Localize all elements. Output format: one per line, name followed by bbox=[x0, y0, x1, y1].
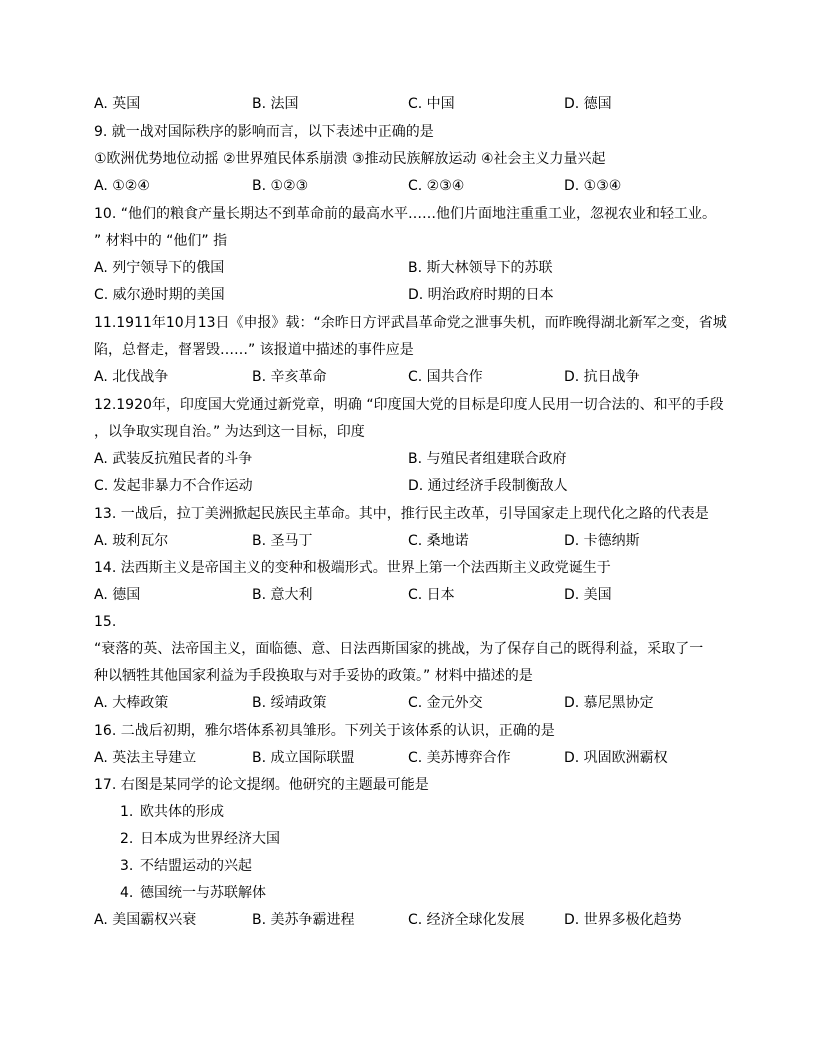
q17-outline-text: 欧共体的形成 bbox=[140, 804, 224, 820]
q17-outline-number: 2. bbox=[120, 831, 134, 847]
q16-option-d[interactable]: D. 巩固欧洲霸权 bbox=[564, 750, 668, 766]
q17-option-b[interactable]: B. 美苏争霸进程 bbox=[252, 912, 355, 928]
q14-option-c[interactable]: C. 日本 bbox=[408, 587, 455, 603]
q17-outline-item bbox=[120, 802, 224, 822]
q13-options bbox=[94, 531, 726, 551]
q9-option-b[interactable]: B. ①②③ bbox=[252, 178, 309, 194]
q10-option-b[interactable]: B. 斯大林领导下的苏联 bbox=[408, 260, 553, 276]
q10-stem-line1: 10. “他们的粮食产量长期达不到革命前的最高水平……他们片面地注重重工业，忽视农业和轻工业。 bbox=[94, 206, 716, 222]
q12-option-d[interactable]: D. 通过经济手段制衡敌人 bbox=[408, 478, 568, 494]
q9-option-a[interactable]: A. ①②④ bbox=[94, 178, 150, 194]
q15-option-b[interactable]: B. 绥靖政策 bbox=[252, 695, 327, 711]
q11-option-c[interactable]: C. 国共合作 bbox=[408, 369, 483, 385]
q16-option-b[interactable]: B. 成立国际联盟 bbox=[252, 750, 355, 766]
q12-option-a[interactable]: A. 武装反抗殖民者的斗争 bbox=[94, 451, 253, 467]
q11-option-d[interactable]: D. 抗日战争 bbox=[564, 369, 640, 385]
q12-stem-line2: ，以争取实现自治。” 为达到这一目标，印度 bbox=[94, 424, 365, 440]
q11-stem-line1: 11.1911年10月13日《申报》载：“余昨日方评武昌革命党之泄事失机，而昨晚得湖北新军之变，省城 bbox=[94, 315, 727, 331]
q11-options bbox=[94, 367, 726, 387]
q17-outline-number: 4. bbox=[120, 885, 134, 901]
q11-stem-line2: 陷，总督走，督署毁……” 该报道中描述的事件应是 bbox=[94, 342, 414, 358]
q9-option-c[interactable]: C. ②③④ bbox=[408, 178, 465, 194]
q17-outline-text: 德国统一与苏联解体 bbox=[140, 885, 266, 901]
q14-option-a[interactable]: A. 德国 bbox=[94, 587, 141, 603]
q9-stem: 9. 就一战对国际秩序的影响而言，以下表述中正确的是 bbox=[94, 124, 434, 140]
q17-stem: 17. 右图是某同学的论文提纲。他研究的主题最可能是 bbox=[94, 777, 429, 793]
q15-option-c[interactable]: C. 金元外交 bbox=[408, 695, 483, 711]
q10-option-d[interactable]: D. 明治政府时期的日本 bbox=[408, 287, 554, 303]
q17-outline-number: 3. bbox=[120, 858, 134, 874]
q9-option-d[interactable]: D. ①③④ bbox=[564, 178, 622, 194]
q16-options bbox=[94, 748, 726, 768]
q12-options-row1 bbox=[94, 449, 726, 469]
q8-option-b[interactable]: B. 法国 bbox=[252, 96, 299, 112]
q14-option-d[interactable]: D. 美国 bbox=[564, 587, 612, 603]
q10-stem-line2: ” 材料中的 “他们” 指 bbox=[94, 233, 228, 249]
q16-option-c[interactable]: C. 美苏博弈合作 bbox=[408, 750, 511, 766]
q15-stem-line1: “衰落的英、法帝国主义，面临德、意、日法西斯国家的挑战，为了保存自己的既得利益，采取了一 bbox=[94, 641, 704, 657]
q15-options bbox=[94, 693, 726, 713]
q8-option-d[interactable]: D. 德国 bbox=[564, 96, 612, 112]
q10-options-row1 bbox=[94, 258, 726, 278]
q16-option-a[interactable]: A. 英法主导建立 bbox=[94, 750, 197, 766]
q13-option-d[interactable]: D. 卡德纳斯 bbox=[564, 533, 640, 549]
q13-option-b[interactable]: B. 圣马丁 bbox=[252, 533, 313, 549]
q17-outline-text: 日本成为世界经济大国 bbox=[140, 831, 280, 847]
q17-outline-number: 1. bbox=[120, 804, 134, 820]
q12-stem-line1: 12.1920年，印度国大党通过新党章，明确 “印度国大党的目标是印度人民用一切合法的、和平的手段 bbox=[94, 397, 724, 413]
q13-option-a[interactable]: A. 玻利瓦尔 bbox=[94, 533, 169, 549]
q17-options bbox=[94, 910, 726, 930]
q15-stem-line2: 种以牺牲其他国家利益为手段换取与对手妥协的政策。” 材料中描述的是 bbox=[94, 668, 533, 684]
q8-options bbox=[94, 94, 726, 114]
q17-option-d[interactable]: D. 世界多极化趋势 bbox=[564, 912, 682, 928]
q10-option-a[interactable]: A. 列宁领导下的俄国 bbox=[94, 260, 225, 276]
q11-option-a[interactable]: A. 北伐战争 bbox=[94, 369, 169, 385]
q13-stem: 13. 一战后，拉丁美洲掀起民族民主革命。其中，推行民主改革，引导国家走上现代化之路的代表是 bbox=[94, 506, 709, 522]
q14-options bbox=[94, 585, 726, 605]
q14-stem: 14. 法西斯主义是帝国主义的变种和极端形式。世界上第一个法西斯主义政党诞生于 bbox=[94, 560, 611, 576]
q9-items: ①欧洲优势地位动摇 ②世界殖民体系崩溃 ③推动民族解放运动 ④社会主义力量兴起 bbox=[94, 151, 606, 167]
q17-option-a[interactable]: A. 美国霸权兴衰 bbox=[94, 912, 197, 928]
q10-option-c[interactable]: C. 威尔逊时期的美国 bbox=[94, 287, 225, 303]
q17-option-c[interactable]: C. 经济全球化发展 bbox=[408, 912, 525, 928]
q8-option-c[interactable]: C. 中国 bbox=[408, 96, 455, 112]
q12-option-b[interactable]: B. 与殖民者组建联合政府 bbox=[408, 451, 567, 467]
q9-options bbox=[94, 176, 726, 196]
q10-options-row2 bbox=[94, 285, 726, 305]
q15-option-d[interactable]: D. 慕尼黑协定 bbox=[564, 695, 654, 711]
q17-outline-item bbox=[120, 829, 280, 849]
q11-option-b[interactable]: B. 辛亥革命 bbox=[252, 369, 327, 385]
q17-outline-text: 不结盟运动的兴起 bbox=[140, 858, 252, 874]
q15-option-a[interactable]: A. 大棒政策 bbox=[94, 695, 169, 711]
q16-stem: 16. 二战后初期，雅尔塔体系初具雏形。下列关于该体系的认识，正确的是 bbox=[94, 723, 555, 739]
q8-option-a[interactable]: A. 英国 bbox=[94, 96, 141, 112]
q14-option-b[interactable]: B. 意大利 bbox=[252, 587, 313, 603]
q13-option-c[interactable]: C. 桑地诺 bbox=[408, 533, 469, 549]
q12-option-c[interactable]: C. 发起非暴力不合作运动 bbox=[94, 478, 253, 494]
q17-outline-item bbox=[120, 856, 252, 876]
q17-outline-item bbox=[120, 883, 266, 903]
q12-options-row2 bbox=[94, 476, 726, 496]
q15-number: 15. bbox=[94, 614, 117, 630]
